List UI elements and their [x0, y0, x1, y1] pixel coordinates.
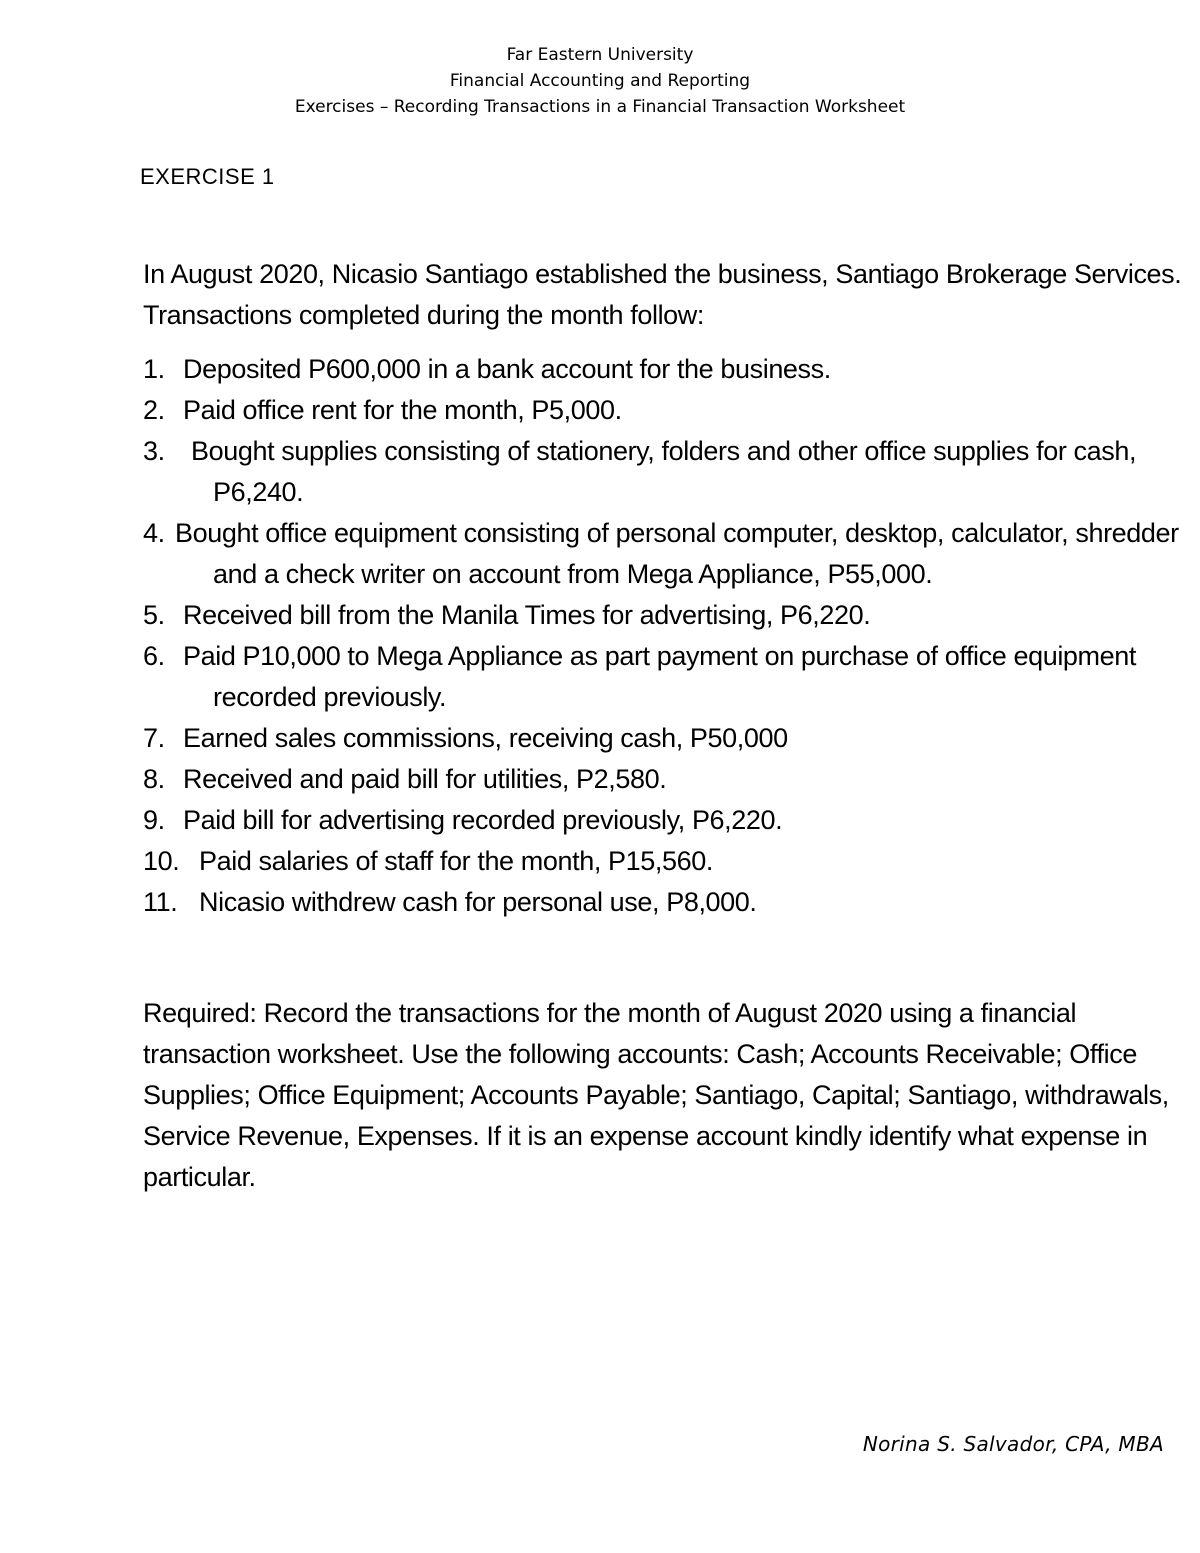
- item-text: Nicasio withdrew cash for personal use, P8,000.: [199, 887, 757, 917]
- list-item: [143, 759, 1183, 800]
- required-paragraph: Required: Record the transactions for the month of August 2020 using a financial transaction worksheet. Use the following accounts: Cash; Accounts Receivable; Office Supplies; Office Equipment; Accounts Payable; Santiago, Capital; Santiago, withdrawals, Service Revenue, Expenses. If it is an expense account kindly identify what expense in particular.: [143, 998, 1169, 1192]
- item-number: 11.: [143, 887, 178, 917]
- item-text: Bought supplies consisting of stationery, folders and other office supplies for cash, P6,240.: [191, 436, 1137, 507]
- list-item: [143, 841, 1183, 882]
- item-number: 1.: [143, 354, 165, 384]
- item-text: Received and paid bill for utilities, P2,580.: [183, 764, 667, 794]
- item-number: 7.: [143, 723, 165, 753]
- exercise-subtitle: Exercises – Recording Transactions in a Financial Transaction Worksheet: [294, 97, 906, 117]
- exercise-title: EXERCISE 1: [140, 164, 275, 189]
- item-number: 9.: [143, 805, 165, 835]
- course-name: Financial Accounting and Reporting: [449, 71, 751, 91]
- list-item: [143, 349, 1183, 390]
- item-number: 2.: [143, 395, 165, 425]
- item-number: 6.: [143, 641, 165, 671]
- list-item: [143, 718, 1183, 759]
- item-text: Paid bill for advertising recorded previously, P6,220.: [183, 805, 783, 835]
- document-header: [0, 42, 1200, 120]
- list-item: [143, 800, 1183, 841]
- university-name: Far Eastern University: [506, 45, 694, 65]
- item-text: Paid office rent for the month, P5,000.: [183, 395, 622, 425]
- item-number: 5.: [143, 600, 165, 630]
- item-number: 4.: [143, 518, 165, 548]
- item-text: Deposited P600,000 in a bank account for the business.: [183, 354, 831, 384]
- list-item: [143, 431, 1183, 513]
- list-item: [143, 882, 1183, 923]
- item-text: Bought office equipment consisting of personal computer, desktop, calculator, shredder and a check writer on account from Mega Appliance, P55,000.: [175, 518, 1179, 589]
- list-item: [143, 390, 1183, 431]
- item-number: 8.: [143, 764, 165, 794]
- list-item: [143, 636, 1183, 718]
- list-item: [143, 595, 1183, 636]
- author-signature: Norina S. Salvador, CPA, MBA: [862, 1432, 1164, 1456]
- item-text: Received bill from the Manila Times for advertising, P6,220.: [183, 600, 871, 630]
- item-number: 10.: [143, 846, 180, 876]
- intro-paragraph: In August 2020, Nicasio Santiago established the business, Santiago Brokerage Services. Transactions completed during the month follow:: [143, 259, 1182, 330]
- item-text: Paid P10,000 to Mega Appliance as part payment on purchase of office equipment recorded previously.: [183, 641, 1136, 712]
- item-text: Earned sales commissions, receiving cash, P50,000: [183, 723, 788, 753]
- item-text: Paid salaries of staff for the month, P15,560.: [199, 846, 713, 876]
- list-item: [143, 513, 1183, 595]
- transaction-list: [143, 349, 1183, 923]
- item-number: 3.: [143, 436, 165, 466]
